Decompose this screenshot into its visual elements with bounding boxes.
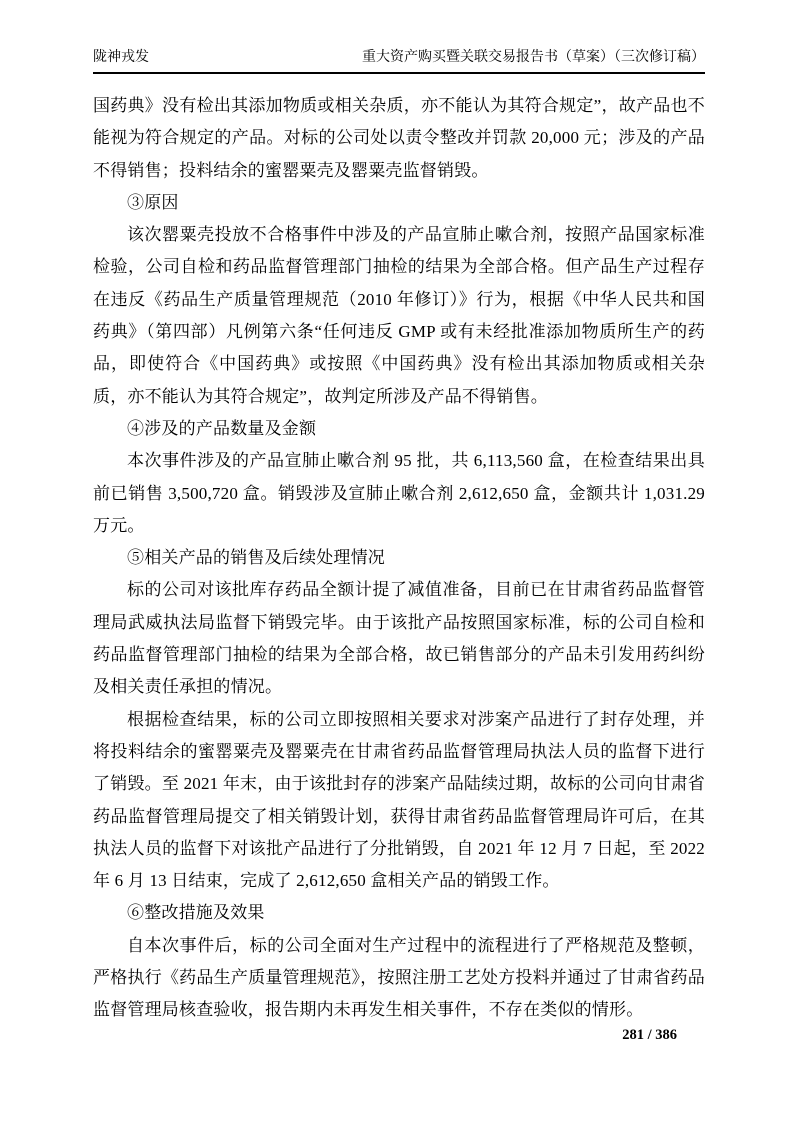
- header-document-title: 重大资产购买暨关联交易报告书（草案）（三次修订稿）: [362, 50, 705, 65]
- paragraph: 根据检查结果，标的公司立即按照相关要求对涉案产品进行了封存处理，并将投料结余的蜜罂粟壳及罂粟壳在甘肃省药品监督管理局执法人员的监督下进行了销毁。至 2021 年末，由于该批封存的涉案产品陆续过期，故标的公司向甘肃省药品监督管理局提交了相关销毁计划，获得甘肃省药品监督管理局许可后，在其执法人员的监督下对该批产品进行了分批销毁，自 2021 年 12 月 7 日起，至 2022 年 6 月 13 日结束，完成了 2,612,650 盒相关产品的销毁工作。: [93, 709, 705, 891]
- paragraph: 国药典》没有检出其添加物质或相关杂质，亦不能认为其符合规定”，故产品也不能视为符合规定的产品。对标的公司处以责令整改并罚款 20,000 元；涉及的产品不得销售；投料结余的蜜罂粟壳及罂粟壳监督销毁。: [93, 96, 705, 180]
- page-number: 281 / 386: [622, 1027, 677, 1043]
- page-body: [93, 90, 705, 1027]
- page-header: [93, 50, 705, 74]
- section-heading-quantity-amount: ④涉及的产品数量及金额: [127, 418, 317, 438]
- section-heading-sales-followup: ⑤相关产品的销售及后续处理情况: [127, 548, 385, 568]
- header-company-name: 陇神戎发: [93, 50, 149, 65]
- section-heading-rectification: ⑥整改措施及效果: [127, 903, 265, 923]
- paragraph: 自本次事件后，标的公司全面对生产过程中的流程进行了严格规范及整顿，严格执行《药品生产质量管理规范》，按照注册工艺处方投料并通过了甘肃省药品监督管理局核查验收，报告期内未再发生相关事件，不存在类似的情形。: [93, 935, 705, 1020]
- paragraph: 本次事件涉及的产品宣肺止嗽合剂 95 批，共 6,113,560 盒，在检查结果出具前已销售 3,500,720 盒。销毁涉及宣肺止嗽合剂 2,612,650 盒，金额共计 1,031.29 万元。: [93, 451, 705, 535]
- paragraph: 标的公司对该批库存药品全额计提了减值准备，目前已在甘肃省药品监督管理局武威执法局监督下销毁完毕。由于该批产品按照国家标准，标的公司自检和药品监督管理部门抽检的结果为全部合格，故已销售部分的产品未引发用药纠纷及相关责任承担的情况。: [93, 580, 705, 697]
- section-heading-cause: ③原因: [127, 192, 179, 212]
- paragraph: 该次罂粟壳投放不合格事件中涉及的产品宣肺止嗽合剂，按照产品国家标准检验，公司自检和药品监督管理部门抽检的结果为全部合格。但产品生产过程存在违反《药品生产质量管理规范（2010 年修订）》行为，根据《中华人民共和国药典》（第四部）凡例第六条“任何违反 GMP 或有未经批准添加物质所生产的药品，即使符合《中国药典》或按照《中国药典》没有检出其添加物质或相关杂质，亦不能认为其符合规定”，故判定所涉及产品不得销售。: [93, 225, 705, 406]
